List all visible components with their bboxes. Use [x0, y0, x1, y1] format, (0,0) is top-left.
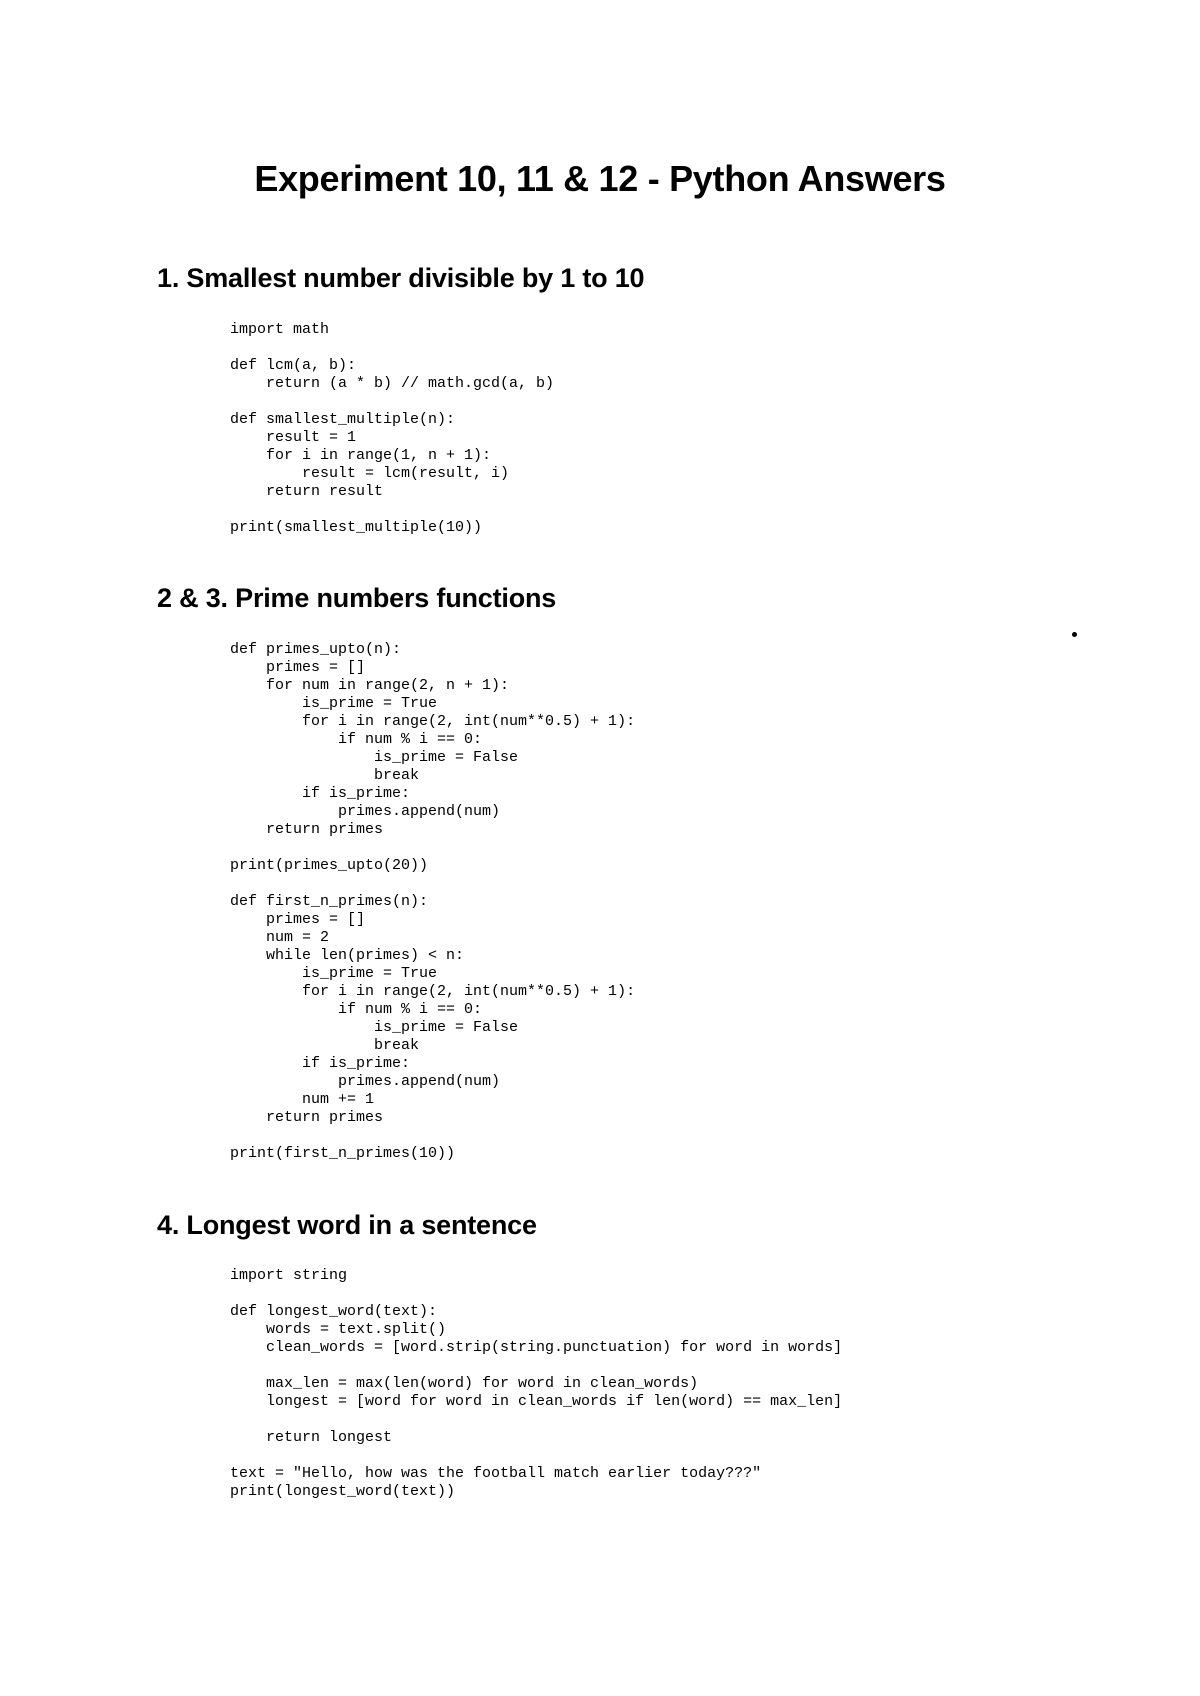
code-line: return primes	[230, 821, 384, 838]
code-blank-line	[230, 501, 554, 519]
code-line: primes.append(num)	[230, 1073, 501, 1090]
code-blank-line	[230, 1357, 842, 1375]
code-line: if is_prime:	[230, 1055, 411, 1072]
code-line: print(primes_upto(20))	[230, 857, 429, 874]
code-line: result = lcm(result, i)	[230, 465, 510, 482]
code-blank-line	[230, 875, 635, 893]
code-block-longest-word	[230, 1267, 842, 1501]
document-title: Experiment 10, 11 & 12 - Python Answers	[254, 158, 946, 199]
code-line: while len(primes) < n:	[230, 947, 465, 964]
stray-dot-mark	[1072, 632, 1077, 637]
code-line: longest = [word for word in clean_words if len(word) == max_len]	[230, 1393, 843, 1410]
code-line: return longest	[230, 1429, 393, 1446]
code-block-smallest-multiple	[230, 321, 554, 537]
code-line: max_len = max(len(word) for word in clean_words)	[230, 1375, 699, 1392]
code-line: return result	[230, 483, 384, 500]
code-line: print(first_n_primes(10))	[230, 1145, 456, 1162]
code-line: for i in range(1, n + 1):	[230, 447, 492, 464]
code-line: def longest_word(text):	[230, 1303, 438, 1320]
code-line: is_prime = False	[230, 1019, 519, 1036]
code-line: for i in range(2, int(num**0.5) + 1):	[230, 713, 636, 730]
code-line: for i in range(2, int(num**0.5) + 1):	[230, 983, 636, 1000]
code-line: def lcm(a, b):	[230, 357, 357, 374]
code-line: primes = []	[230, 659, 366, 676]
code-line: result = 1	[230, 429, 357, 446]
code-line: break	[230, 1037, 420, 1054]
code-line: def smallest_multiple(n):	[230, 411, 456, 428]
section-heading-prime-functions: 2 & 3. Prime numbers functions	[157, 583, 557, 613]
code-line: def primes_upto(n):	[230, 641, 402, 658]
section-heading-longest-word: 4. Longest word in a sentence	[157, 1210, 537, 1240]
code-line: primes.append(num)	[230, 803, 501, 820]
code-line: for num in range(2, n + 1):	[230, 677, 510, 694]
code-line: print(smallest_multiple(10))	[230, 519, 483, 536]
code-line: primes = []	[230, 911, 366, 928]
code-blank-line	[230, 1285, 842, 1303]
code-line: if num % i == 0:	[230, 731, 483, 748]
code-blank-line	[230, 1411, 842, 1429]
code-line: break	[230, 767, 420, 784]
code-line: if is_prime:	[230, 785, 411, 802]
code-blank-line	[230, 339, 554, 357]
code-line: return primes	[230, 1109, 384, 1126]
code-line: if num % i == 0:	[230, 1001, 483, 1018]
code-block-prime-functions	[230, 641, 635, 1163]
code-blank-line	[230, 393, 554, 411]
code-line: print(longest_word(text))	[230, 1483, 456, 1500]
code-line: return (a * b) // math.gcd(a, b)	[230, 375, 555, 392]
code-line: def first_n_primes(n):	[230, 893, 429, 910]
code-line: import math	[230, 321, 330, 338]
code-line: words = text.split()	[230, 1321, 447, 1338]
code-blank-line	[230, 839, 635, 857]
code-blank-line	[230, 1127, 635, 1145]
code-line: is_prime = True	[230, 695, 438, 712]
code-line: import string	[230, 1267, 348, 1284]
code-blank-line	[230, 1447, 842, 1465]
code-line: clean_words = [word.strip(string.punctuation) for word in words]	[230, 1339, 843, 1356]
code-line: is_prime = False	[230, 749, 519, 766]
section-heading-smallest-multiple: 1. Smallest number divisible by 1 to 10	[157, 263, 645, 293]
code-line: num = 2	[230, 929, 330, 946]
code-line: is_prime = True	[230, 965, 438, 982]
code-line: text = "Hello, how was the football match earlier today???"	[230, 1465, 762, 1482]
code-line: num += 1	[230, 1091, 375, 1108]
